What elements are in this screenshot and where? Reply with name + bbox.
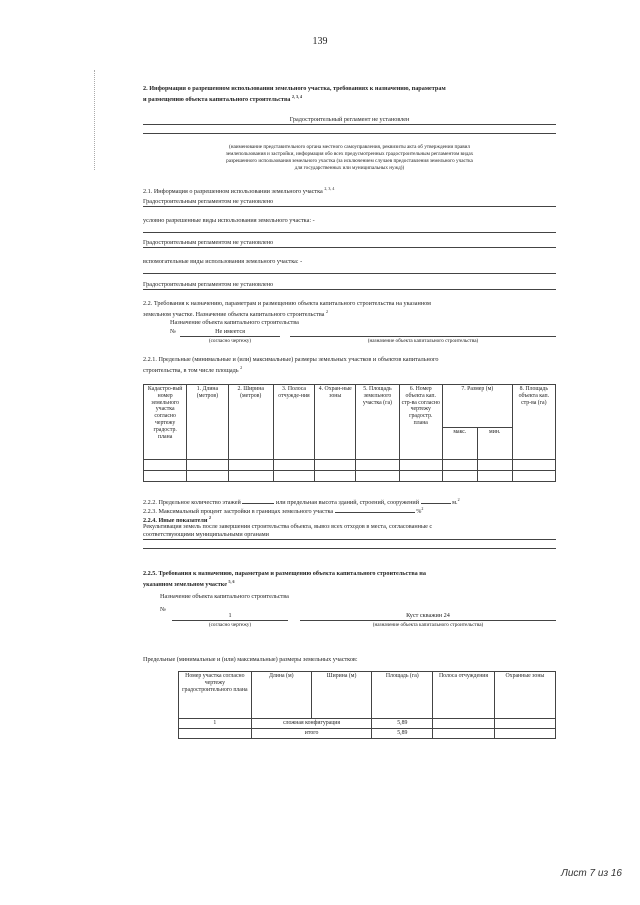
rule-5 — [143, 289, 556, 290]
section2-note-1: (наименование представительного органа местного самоуправления, реквизиты акта об утверждении правил — [228, 144, 471, 150]
rule-1 — [143, 206, 556, 207]
limits-header-cell: Полоса отчуждения — [433, 672, 495, 719]
limits-cell: 5,89 — [372, 728, 433, 738]
section221-line1: 2.2.1. Предельные (минимальные и (или) максимальные) размеры земельных участков и объектов капитального — [143, 356, 439, 363]
section225-caption-right: (назначение объекта капитального строительства) — [372, 622, 484, 628]
margin-dots — [94, 70, 95, 170]
section224-text2: соответствующими муниципальными органами — [143, 531, 269, 538]
parameters-table — [143, 384, 556, 482]
section22-caption-right: (назначение объекта капитального строительства) — [367, 338, 479, 344]
rule-11 — [300, 620, 556, 621]
rule-3 — [143, 247, 556, 248]
section21-line4: вспомогательные виды использования земельного участка: - — [143, 258, 303, 265]
table-header-cell: Кадастро-вый номер земельного участка согласно чертежу градостр. плана — [144, 385, 187, 460]
limits-header-cell: Охранные зоны — [494, 672, 555, 719]
section223-line: 2.2.3. Максимальный процент застройки в границах земельного участка %$^2$ — [143, 506, 424, 516]
table-row — [144, 471, 556, 482]
table-subheader-cell: макс. — [442, 428, 477, 460]
limits-cell: 1 — [179, 719, 252, 729]
section2-heading-line2: и размещению объекта капитального строительства $^{2, 3, 4}$ — [143, 94, 302, 104]
table-header-cell: 4. Охран-ные зоны — [315, 385, 356, 460]
section2-regulation: Градостроительный регламент не установлен — [289, 116, 410, 123]
table-subheader-cell: мин. — [477, 428, 512, 460]
section21-line2: условно разрешенные виды использования земельного участка: - — [143, 217, 315, 224]
section21-line5: Градостроительным регламентом не установлено — [143, 281, 274, 288]
limits-header-cell: Ширина (м) — [311, 672, 372, 719]
limits-cell — [494, 719, 555, 729]
section2-note-4: для государственных или муниципальных нужд)) — [294, 165, 405, 171]
table-header-cell: 8. Площадь объекта кап. стр-ва (га) — [512, 385, 555, 460]
rule-4 — [143, 273, 556, 274]
section225-no-label: № — [160, 606, 166, 613]
table-header-cell: 6. Номер объекта кап. стр-ва согласно чертежу градостр. плана — [399, 385, 442, 460]
limits-header-cell: Номер участка согласно чертежу градостроительного плана — [179, 672, 252, 719]
limits-title: Предельные (минимальные и (или) максимальные) размеры земельных участков: — [143, 656, 358, 663]
section2-note-2: землепользования и застройки, информация обо всех предусмотренных градостроительным регламентом видах — [225, 151, 474, 157]
table-row — [179, 719, 556, 729]
section221-line2: строительства, в том числе площадь $^2$ — [143, 365, 243, 375]
section225-right-value: Куст скважин 24 — [406, 612, 450, 619]
limits-header-cell: Площадь (га) — [372, 672, 433, 719]
limits-cell — [433, 728, 495, 738]
limits-table — [178, 671, 556, 739]
rule-9 — [143, 548, 556, 549]
table-header-cell: 1. Длина (метров) — [187, 385, 228, 460]
limits-header-cell: Длина (м) — [251, 672, 311, 719]
limits-cell — [433, 719, 495, 729]
section2-line2 — [143, 133, 556, 134]
section2-line — [143, 124, 556, 125]
limits-cell: 5,89 — [372, 719, 433, 729]
section22-line2: земельном участке. Назначение объекта капитального строительства $^2$ — [143, 309, 328, 319]
section22-no-label: № — [170, 328, 176, 335]
section2-heading: 2. Информация о разрешенном использовании земельного участка, требованиях к назначению, параметрам — [143, 85, 446, 92]
section224-text1: Рекультивация земель после завершения строительства объекта, вывоз всех отходов в места, согласованные с — [143, 523, 433, 530]
table-header-cell: 5. Площадь земельного участка (га) — [356, 385, 399, 460]
section21-line1: Градостроительным регламентом не установлено — [143, 198, 274, 205]
rule-6 — [180, 336, 280, 337]
rule-8 — [143, 539, 556, 540]
section225-line1: 2.2.5. Требования к назначению, параметрам и размещению объекта капитального строительства на — [143, 570, 426, 577]
sheet-counter: Лист 7 из 16 — [561, 868, 622, 879]
rule-2 — [143, 232, 556, 233]
section22-caption-left: (согласно чертежу) — [208, 338, 252, 344]
page-number: 139 — [312, 36, 328, 47]
table-row — [179, 728, 556, 738]
rule-7 — [290, 336, 556, 337]
section225-no-value: 1 — [228, 612, 232, 619]
section21-heading: 2.1. Информация о разрешенном использовании земельного участка $^{2, 3, 4}$ — [143, 186, 335, 196]
section225-caption-left: (согласно чертежу) — [208, 622, 252, 628]
limits-cell — [494, 728, 555, 738]
section2-note-3: разрешенного использования земельного участка (за исключением случаев предоставления земельного участка — [226, 158, 473, 164]
section225-line3: Назначение объекта капитального строительства — [160, 593, 289, 600]
section222-line1: 2.2.2. Предельное количество этажей или предельная высота зданий, строений, сооружений м.$^2$ — [143, 497, 460, 507]
rule-10 — [172, 620, 288, 621]
section22-line1: 2.2. Требования к назначению, параметрам и размещению объекта капитального строительства на указанном — [143, 300, 431, 307]
section22-line3: Назначение объекта капитального строительства — [170, 319, 299, 326]
table-header-cell: 2. Ширина (метров) — [228, 385, 273, 460]
section224-line: 2.2.4. Иные показатели $^2$ — [143, 515, 211, 525]
section225-line2: указанном земельном участке $^{5, 6}$ — [143, 579, 235, 589]
section22-no-value: Не имеется — [215, 328, 245, 335]
section21-line3: Градостроительным регламентом не установлено — [143, 239, 274, 246]
limits-cell: сложная конфигурация — [251, 719, 372, 729]
limits-cell — [179, 728, 252, 738]
table-row — [144, 460, 556, 471]
table-header-cell: 7. Размер (м) — [442, 385, 512, 428]
table-header-cell: 3. Полоса отчужде-ния — [273, 385, 314, 460]
limits-cell: итого — [251, 728, 372, 738]
